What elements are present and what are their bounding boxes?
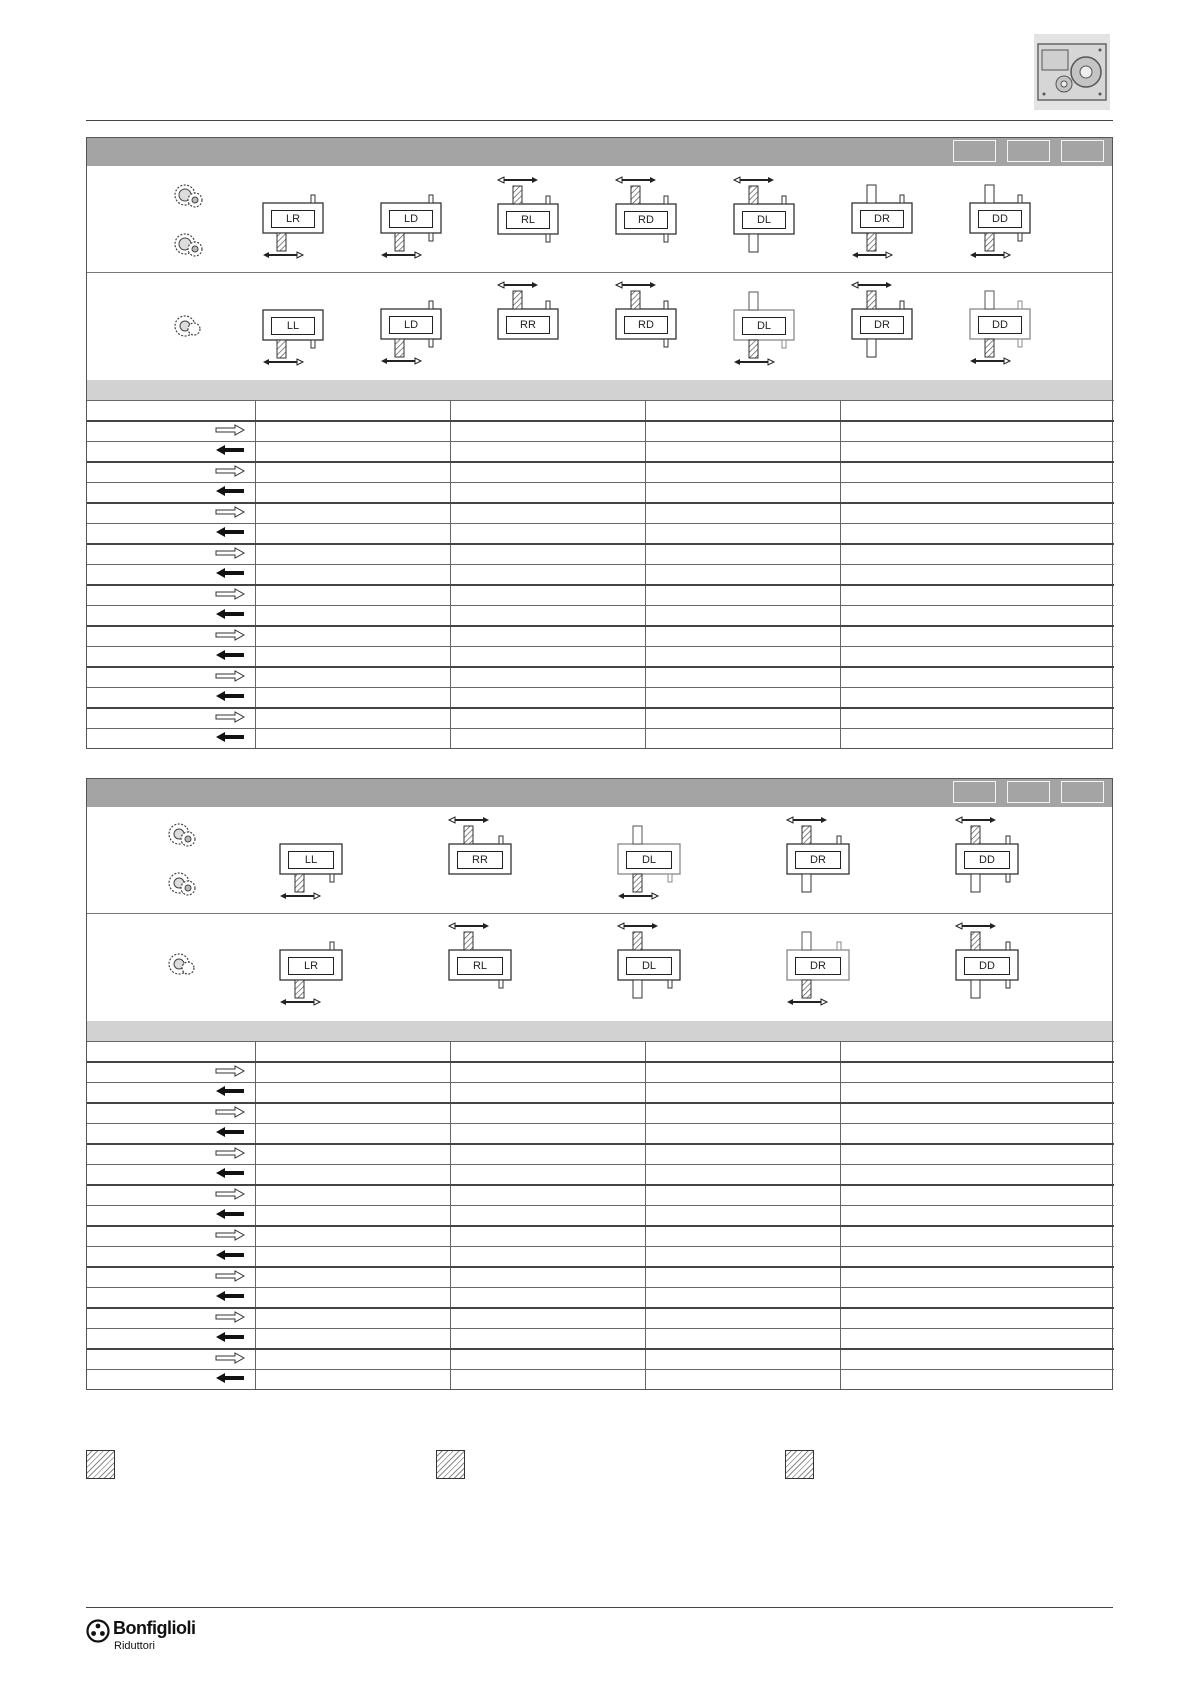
arrangement-table-2 [86, 778, 1113, 1390]
table-cell [450, 1144, 645, 1165]
arrangement-code: DD [978, 316, 1022, 334]
table-row [87, 1165, 1114, 1186]
gearbox-housing-icon [1034, 34, 1110, 110]
arrow-right-outline-icon [87, 1144, 255, 1165]
table-cell [450, 1062, 645, 1083]
table-cell [450, 1226, 645, 1247]
table-cell [450, 544, 645, 565]
table-row [87, 1042, 1114, 1063]
table-cell [255, 708, 450, 729]
table-cell [645, 1124, 840, 1145]
table-cell [645, 483, 840, 504]
table-cell [645, 1206, 840, 1227]
table-cell [645, 524, 840, 545]
table-cell [840, 1370, 1114, 1390]
table-cell [255, 442, 450, 463]
arrangement-code: LD [389, 316, 433, 334]
arrow-right-outline-icon [87, 626, 255, 647]
table-cell [450, 503, 645, 524]
arrangement-code: LL [288, 851, 334, 869]
arrangement-code: LL [271, 317, 315, 335]
table-cell [450, 1206, 645, 1227]
table-cell [645, 1370, 840, 1390]
table-cell [450, 1042, 645, 1063]
table-row [87, 401, 1114, 422]
table-cell [645, 1288, 840, 1309]
table-row [87, 544, 1114, 565]
table-cell [255, 647, 450, 668]
arrangement-code: RL [457, 957, 503, 975]
arrangement-code: LR [271, 210, 315, 228]
table-cell [840, 729, 1114, 749]
table-cell [450, 1267, 645, 1288]
table-cell [255, 1206, 450, 1227]
table-cell [255, 688, 450, 709]
table-row [87, 1370, 1114, 1390]
brand-logo [86, 1617, 226, 1657]
table-cell [840, 585, 1114, 606]
arrangement-diagram [616, 177, 676, 242]
table-cell [840, 708, 1114, 729]
table-cell [255, 1103, 450, 1124]
table-row [87, 1083, 1114, 1104]
table-row [87, 1144, 1114, 1165]
table-cell [840, 667, 1114, 688]
table-row [87, 1349, 1114, 1370]
arrangement-drawings [87, 273, 1114, 380]
arrow-right-outline-icon [87, 1349, 255, 1370]
table-cell [840, 524, 1114, 545]
arrangement-code: DR [860, 210, 904, 228]
table-cell [255, 1247, 450, 1268]
table-row [87, 1329, 1114, 1350]
section-band [87, 1021, 1112, 1041]
table-cell [840, 1247, 1114, 1268]
table-cell [840, 647, 1114, 668]
table-cell [450, 1103, 645, 1124]
table-cell [450, 1083, 645, 1104]
table-cell [450, 1349, 645, 1370]
arrangement-code: RR [506, 316, 550, 334]
arrangement-diagram [449, 923, 511, 988]
table-cell [255, 421, 450, 442]
table-cell [645, 585, 840, 606]
table-row [87, 1185, 1114, 1206]
table-cell [255, 667, 450, 688]
table-row [87, 585, 1114, 606]
arrangement-code: RR [457, 851, 503, 869]
table-cell [840, 1349, 1114, 1370]
footer-rule [86, 1607, 1113, 1608]
table-row [87, 626, 1114, 647]
table-cell [450, 421, 645, 442]
table-cell [840, 483, 1114, 504]
table-cell [645, 1247, 840, 1268]
header-cell [1007, 781, 1050, 803]
table-cell [255, 1308, 450, 1329]
arrow-right-outline-icon [87, 1103, 255, 1124]
bonfiglioli-logo-icon [86, 1619, 110, 1643]
arrangement-drawings [87, 914, 1114, 1021]
table-cell [255, 606, 450, 627]
table-row [87, 524, 1114, 545]
table-cell [450, 647, 645, 668]
arrangement-code: RL [506, 211, 550, 229]
table-cell [840, 401, 1114, 422]
table-cell [450, 1329, 645, 1350]
table-cell [450, 442, 645, 463]
table-cell [840, 544, 1114, 565]
arrow-left-solid-icon [87, 1247, 255, 1268]
arrow-left-solid-icon [87, 483, 255, 504]
arrangement-diagram [616, 282, 676, 347]
arrow-left-solid-icon [87, 1370, 255, 1390]
table-cell [255, 1185, 450, 1206]
arrow-left-solid-icon [87, 442, 255, 463]
table-cell [87, 401, 255, 422]
table-cell [450, 565, 645, 586]
arrow-left-solid-icon [87, 606, 255, 627]
brand-subtitle: Riduttori [114, 1640, 155, 1652]
table-cell [840, 1103, 1114, 1124]
arrow-right-outline-icon [87, 544, 255, 565]
table-cell [840, 606, 1114, 627]
table-cell [840, 1288, 1114, 1309]
arrangement-code: DD [964, 851, 1010, 869]
table-cell [255, 544, 450, 565]
table-cell [255, 1267, 450, 1288]
arrow-left-solid-icon [87, 1083, 255, 1104]
table-row [87, 462, 1114, 483]
table-cell [645, 1329, 840, 1350]
table-cell [840, 1185, 1114, 1206]
table-cell [255, 1329, 450, 1350]
table-cell [450, 585, 645, 606]
arrangement-row-2 [87, 914, 1112, 1021]
table-cell [255, 1062, 450, 1083]
table-row [87, 1288, 1114, 1309]
header-cell [1061, 781, 1104, 803]
arrow-right-outline-icon [87, 503, 255, 524]
arrangement-code: DL [626, 957, 672, 975]
table-cell [840, 1144, 1114, 1165]
table-cell [255, 503, 450, 524]
table-cell [450, 483, 645, 504]
table-cell [645, 1349, 840, 1370]
table-cell [255, 524, 450, 545]
arrow-right-outline-icon [87, 421, 255, 442]
arrangement-code: DD [978, 210, 1022, 228]
table-cell [645, 565, 840, 586]
arrow-right-outline-icon [87, 708, 255, 729]
table-cell [645, 647, 840, 668]
table-row [87, 503, 1114, 524]
gear-pair-icon [169, 954, 194, 974]
table-cell [645, 1267, 840, 1288]
arrangement-code: DR [795, 851, 841, 869]
arrow-left-solid-icon [87, 524, 255, 545]
table-cell [840, 442, 1114, 463]
table-cell [645, 1185, 840, 1206]
table-cell [645, 667, 840, 688]
table-cell [450, 729, 645, 749]
table-cell [450, 524, 645, 545]
arrow-left-solid-icon [87, 565, 255, 586]
values-grid [87, 1041, 1112, 1389]
table-cell [645, 1144, 840, 1165]
table-cell [840, 1329, 1114, 1350]
arrangement-code: LR [288, 957, 334, 975]
values-grid [87, 400, 1112, 748]
table-cell [645, 688, 840, 709]
table-cell [255, 1288, 450, 1309]
table-cell [645, 1083, 840, 1104]
table-row [87, 1308, 1114, 1329]
arrow-right-outline-icon [87, 1308, 255, 1329]
header-cell [953, 140, 996, 162]
table-cell [840, 1062, 1114, 1083]
table-cell [255, 462, 450, 483]
header-rule [86, 120, 1113, 121]
table-row [87, 483, 1114, 504]
table-cell [255, 1165, 450, 1186]
table-cell [450, 1288, 645, 1309]
table-row [87, 688, 1114, 709]
gear-pair-icon [169, 824, 195, 846]
table-row [87, 708, 1114, 729]
hatched-shaft-icon [86, 1450, 115, 1479]
table-cell [840, 421, 1114, 442]
table-cell [840, 1083, 1114, 1104]
gear-pair-icon [175, 234, 202, 256]
arrow-left-solid-icon [87, 1288, 255, 1309]
table-cell [450, 688, 645, 709]
table-cell [255, 1226, 450, 1247]
arrangement-row-1 [87, 166, 1112, 273]
table-cell [255, 1124, 450, 1145]
table-cell [450, 606, 645, 627]
header-cell [1061, 140, 1104, 162]
arrangement-diagram [498, 177, 558, 242]
table-cell [645, 1062, 840, 1083]
arrow-right-outline-icon [87, 667, 255, 688]
table-header-bar [87, 779, 1112, 807]
table-cell [255, 401, 450, 422]
table-row [87, 565, 1114, 586]
table-row [87, 1226, 1114, 1247]
table-cell [840, 626, 1114, 647]
table-cell [450, 626, 645, 647]
table-cell [840, 1124, 1114, 1145]
table-row [87, 1267, 1114, 1288]
table-cell [840, 1267, 1114, 1288]
table-cell [255, 1370, 450, 1390]
arrow-left-solid-icon [87, 729, 255, 749]
table-cell [645, 442, 840, 463]
table-cell [87, 1042, 255, 1063]
arrangement-row-1 [87, 807, 1112, 914]
table-cell [450, 1185, 645, 1206]
arrow-left-solid-icon [87, 1206, 255, 1227]
table-cell [255, 1144, 450, 1165]
table-cell [255, 565, 450, 586]
table-row [87, 1062, 1114, 1083]
table-cell [450, 1308, 645, 1329]
arrangement-code: DR [795, 957, 841, 975]
arrow-right-outline-icon [87, 1185, 255, 1206]
table-cell [840, 688, 1114, 709]
table-cell [840, 565, 1114, 586]
table-row [87, 647, 1114, 668]
brand-name: Bonfiglioli [113, 1618, 196, 1638]
table-cell [645, 1042, 840, 1063]
arrow-left-solid-icon [87, 1329, 255, 1350]
table-cell [840, 1308, 1114, 1329]
arrow-right-outline-icon [87, 1062, 255, 1083]
hatched-shaft-icon [436, 1450, 465, 1479]
arrow-right-outline-icon [87, 462, 255, 483]
table-cell [840, 1206, 1114, 1227]
table-cell [255, 729, 450, 749]
arrangement-table-1 [86, 137, 1113, 749]
table-cell [450, 462, 645, 483]
table-cell [255, 585, 450, 606]
table-cell [450, 1165, 645, 1186]
table-cell [255, 483, 450, 504]
table-row [87, 1247, 1114, 1268]
table-cell [255, 1349, 450, 1370]
table-row [87, 1124, 1114, 1145]
table-cell [840, 1165, 1114, 1186]
table-cell [645, 708, 840, 729]
arrangement-code: DR [860, 316, 904, 334]
section-band [87, 380, 1112, 400]
table-cell [645, 544, 840, 565]
arrangement-code: DD [964, 957, 1010, 975]
table-row [87, 421, 1114, 442]
table-cell [840, 462, 1114, 483]
header-cell [953, 781, 996, 803]
table-cell [450, 708, 645, 729]
table-cell [450, 1370, 645, 1390]
hatched-shaft-icon [785, 1450, 814, 1479]
table-row [87, 1103, 1114, 1124]
arrow-right-outline-icon [87, 585, 255, 606]
table-row [87, 667, 1114, 688]
table-row [87, 1206, 1114, 1227]
table-row [87, 606, 1114, 627]
arrangement-drawings [87, 166, 1114, 272]
table-cell [255, 1042, 450, 1063]
table-cell [840, 1226, 1114, 1247]
table-cell [645, 503, 840, 524]
table-row [87, 442, 1114, 463]
gear-pair-icon [169, 873, 195, 895]
arrow-right-outline-icon [87, 1267, 255, 1288]
arrow-left-solid-icon [87, 1124, 255, 1145]
table-cell [645, 401, 840, 422]
header-cell [1007, 140, 1050, 162]
arrow-right-outline-icon [87, 1226, 255, 1247]
table-cell [645, 421, 840, 442]
table-row [87, 729, 1114, 749]
arrow-left-solid-icon [87, 688, 255, 709]
table-cell [840, 503, 1114, 524]
table-cell [450, 1247, 645, 1268]
gear-pair-icon [175, 316, 200, 336]
arrangement-row-2 [87, 273, 1112, 380]
table-cell [450, 667, 645, 688]
arrow-left-solid-icon [87, 1165, 255, 1186]
arrangement-code: RD [624, 211, 668, 229]
table-cell [645, 729, 840, 749]
table-cell [645, 606, 840, 627]
arrangement-code: LD [389, 210, 433, 228]
table-cell [255, 1083, 450, 1104]
arrangement-code: DL [626, 851, 672, 869]
table-cell [255, 626, 450, 647]
table-cell [450, 1124, 645, 1145]
table-cell [645, 1308, 840, 1329]
arrangement-drawings [87, 807, 1114, 913]
arrow-left-solid-icon [87, 647, 255, 668]
table-cell [450, 401, 645, 422]
table-header-bar [87, 138, 1112, 166]
table-cell [645, 1165, 840, 1186]
table-cell [645, 626, 840, 647]
arrangement-code: DL [742, 317, 786, 335]
arrangement-code: DL [742, 211, 786, 229]
table-cell [645, 1103, 840, 1124]
table-cell [840, 1042, 1114, 1063]
gear-pair-icon [175, 185, 202, 207]
table-cell [645, 462, 840, 483]
arrangement-code: RD [624, 316, 668, 334]
table-cell [645, 1226, 840, 1247]
